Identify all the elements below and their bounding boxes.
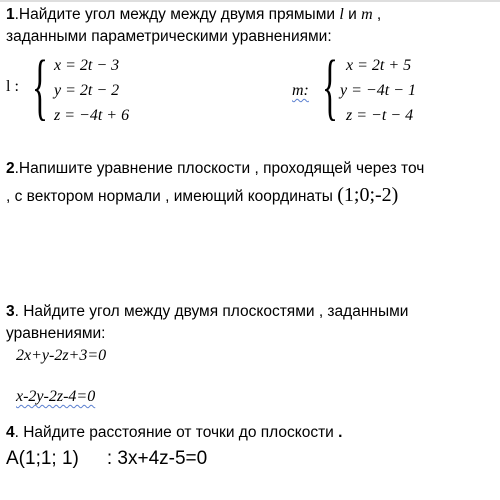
q2-text2: , с вектором нормали , имеющий координаты: [6, 188, 338, 205]
l-eq-z: z = −4t + 6: [54, 107, 130, 124]
q1-var-l: l: [339, 6, 344, 23]
q2-text: .Напишите уравнение плоскости , проходящей через точ: [14, 160, 425, 177]
q3-line1: [6, 303, 408, 321]
l-label: l :: [6, 78, 19, 95]
m-eq-z: z = −t − 4: [346, 107, 414, 124]
q1-line1: [6, 6, 381, 24]
q1-line2: заданными параметрическими уравнениями:: [6, 28, 332, 45]
q4-text: . Найдите расстояние от точки до плоскости: [14, 424, 339, 441]
q4-line2: [6, 448, 207, 470]
q3-text: . Найдите угол между двумя плоскостями , заданными: [14, 303, 409, 320]
q2-line1: [6, 160, 424, 178]
m-eq-y: y = −4t − 1: [340, 82, 416, 99]
q1-comma: ,: [372, 6, 382, 23]
q2-coords: (1;0;-2): [337, 184, 399, 206]
q4-line1: [6, 424, 342, 442]
l-eq-y: y = 2t − 2: [54, 82, 120, 99]
q2-number: 2: [6, 160, 15, 177]
q4-plane: : 3x+4z-5=0: [106, 448, 208, 469]
q4-point: A(1;1; 1): [6, 448, 79, 469]
m-label: m:: [292, 82, 309, 99]
q3-eq1: 2x+y-2z+3=0: [16, 347, 107, 364]
l-eq-x: x = 2t − 3: [54, 57, 120, 74]
q1-number: 1: [6, 6, 15, 23]
q1-text: .Найдите угол между между двумя прямыми: [14, 6, 340, 23]
q3-line2: уравнениями:: [6, 325, 106, 342]
q4-dot: .: [338, 424, 343, 441]
l-brace-icon: {: [32, 46, 48, 128]
top-edge: [0, 0, 500, 2]
q1-var-m: m: [361, 6, 373, 23]
m-eq-x: x = 2t + 5: [346, 57, 412, 74]
q1-and: и: [343, 6, 362, 23]
q3-number: 3: [6, 303, 15, 320]
m-brace-icon: {: [322, 46, 338, 128]
q2-line2: [6, 184, 398, 207]
q4-number: 4: [6, 424, 15, 441]
q3-eq2: x-2y-2z-4=0: [16, 388, 96, 405]
